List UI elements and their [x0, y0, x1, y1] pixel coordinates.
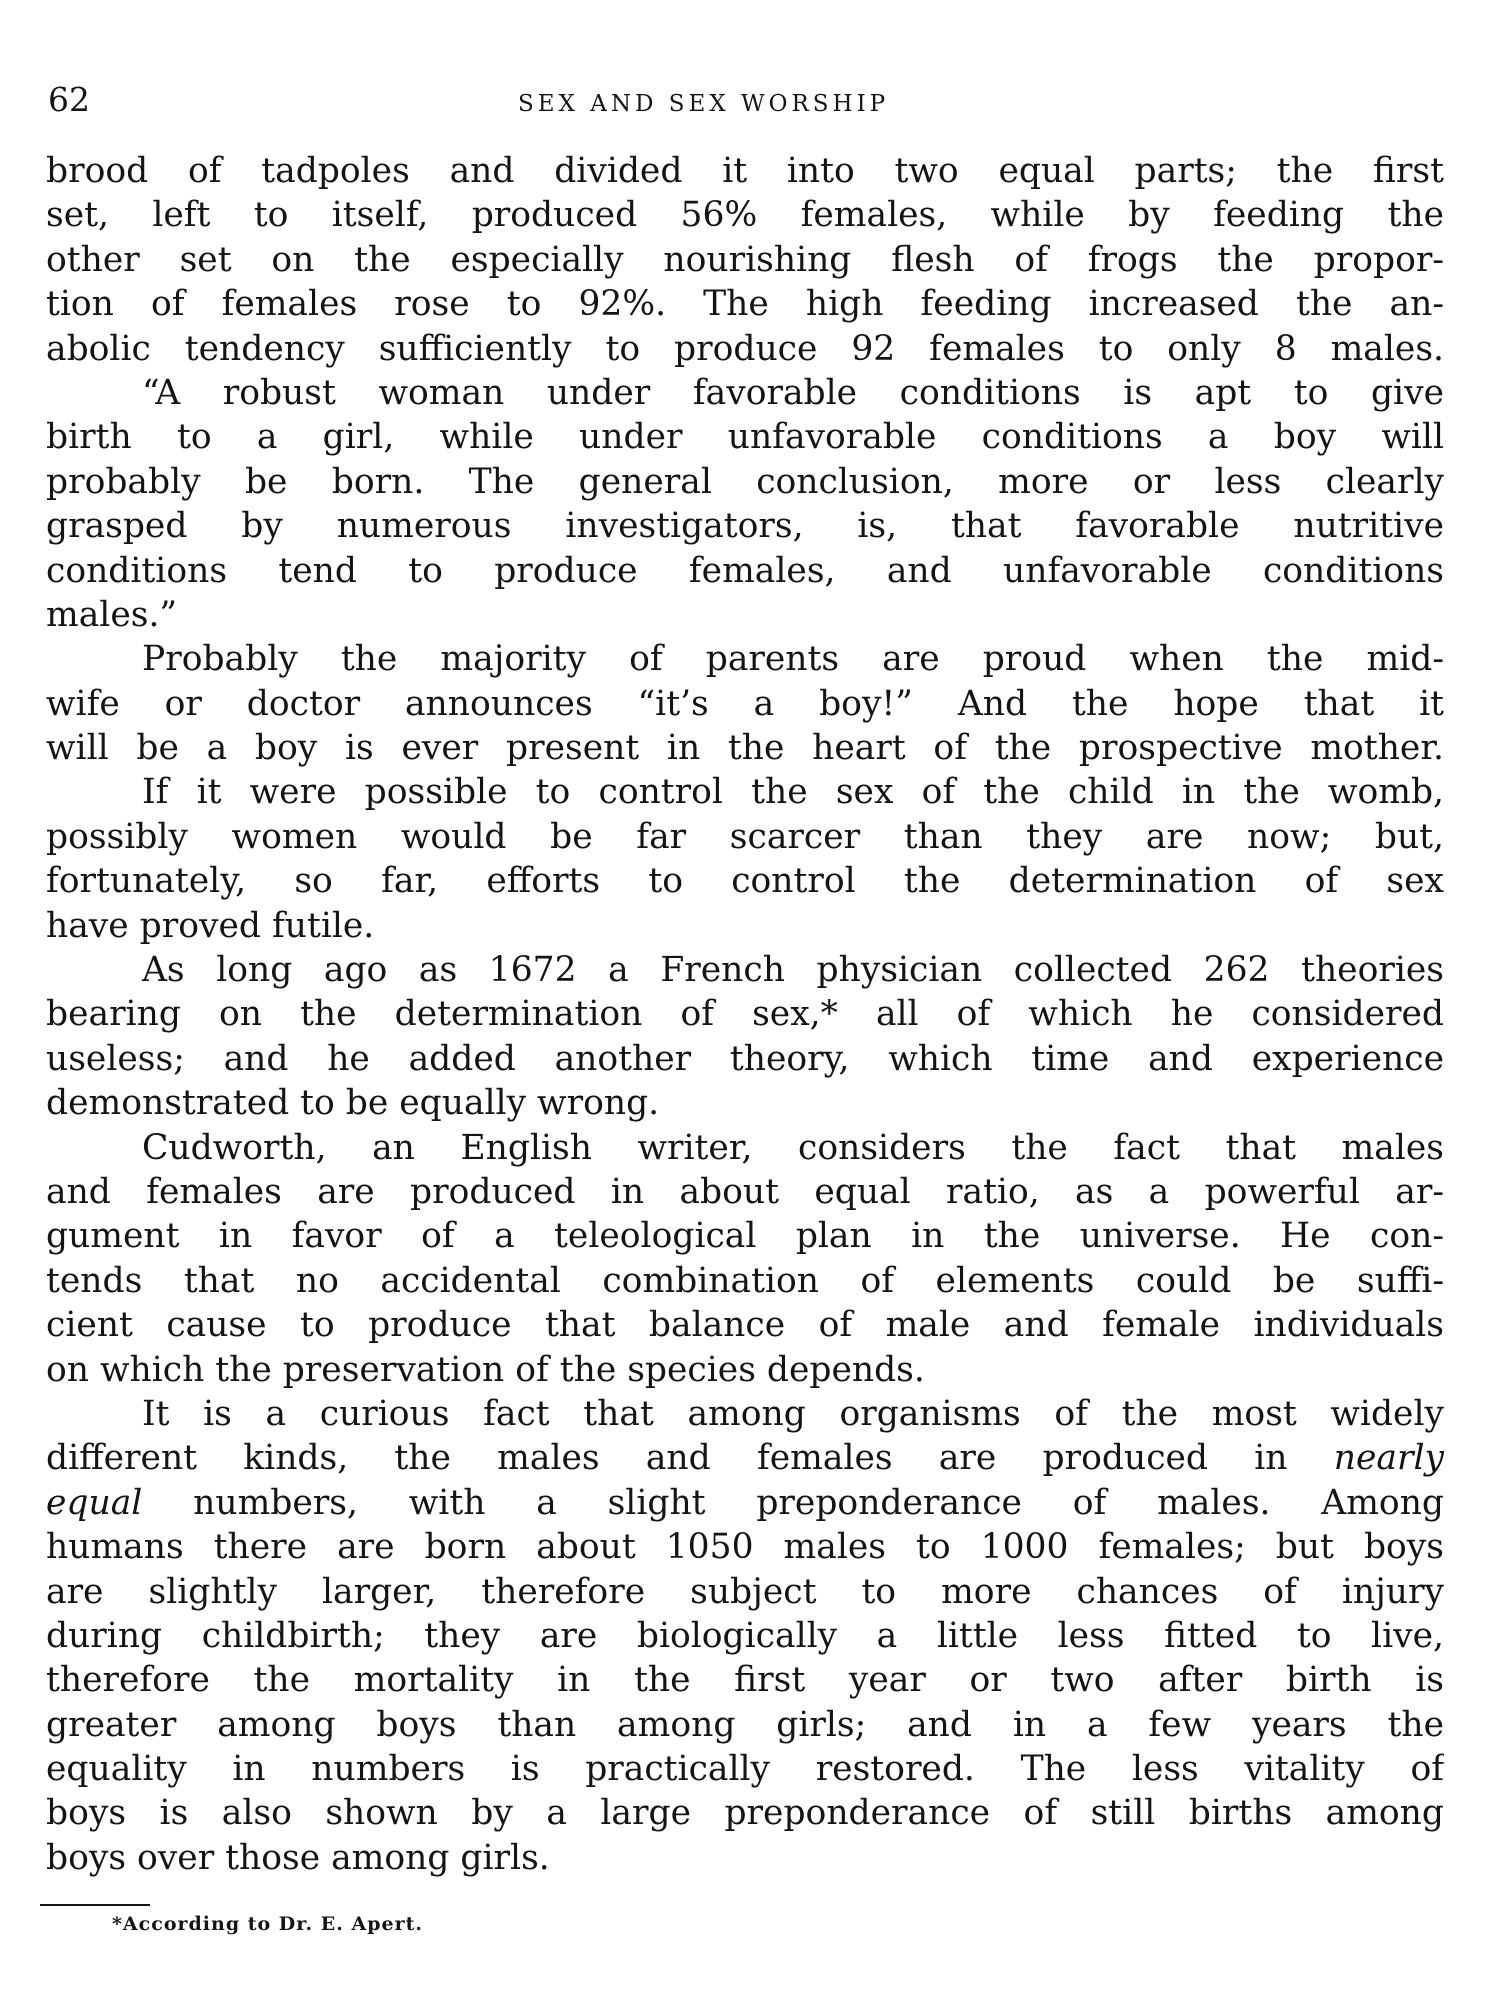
- paragraph-6: [46, 1126, 1444, 1392]
- text-line: fortunately, so far, efforts to control the determination of sex: [46, 861, 1444, 902]
- text-line: greater among boys than among girls; and in a few years the: [46, 1704, 1444, 1745]
- text-line: birth to a girl, while under unfavorable conditions a boy will: [46, 417, 1444, 458]
- text-segment: different kinds, the males and females are produced in: [46, 1438, 1288, 1479]
- paragraph-5: [46, 948, 1444, 1126]
- paragraph-1: [46, 149, 1444, 371]
- text-line: and females are produced in about equal ratio, as a powerful ar-: [46, 1171, 1444, 1212]
- body-text: [46, 149, 1444, 1880]
- text-line: bearing on the determination of sex,* all of which he considered: [46, 994, 1444, 1035]
- running-title: SEX AND SEX WORSHIP: [518, 91, 890, 117]
- page-number: 62: [48, 80, 90, 119]
- text-line: equality in numbers is practically restored. The less vitality of: [46, 1749, 1444, 1790]
- text-line: [46, 1436, 1444, 1480]
- paragraph-4: [46, 770, 1444, 948]
- text-line: cient cause to produce that balance of male and female individuals: [46, 1305, 1444, 1346]
- text-line: wife or doctor announces “it’s a boy!” And the hope that it: [46, 683, 1444, 724]
- text-line: “A robust woman under favorable conditions is apt to give: [142, 372, 1444, 413]
- text-line: during childbirth; they are biologically a little less fitted to live,: [46, 1615, 1444, 1656]
- text-line: other set on the especially nourishing flesh of frogs the propor-: [46, 239, 1444, 280]
- text-line: tends that no accidental combination of elements could be suffi-: [46, 1260, 1444, 1301]
- text-line: As long ago as 1672 a French physician collected 262 theories: [142, 950, 1444, 991]
- text-segment: numbers, with a slight preponderance of males. Among: [193, 1482, 1444, 1523]
- italic-text: nearly: [1333, 1438, 1444, 1479]
- text-line: [46, 1481, 1444, 1525]
- text-line: boys over those among girls.: [46, 1837, 550, 1878]
- text-line: have proved futile.: [46, 905, 375, 946]
- text-line: set, left to itself, produced 56% females, while by feeding the: [46, 195, 1444, 236]
- text-line: boys is also shown by a large preponderance of still births among: [46, 1793, 1444, 1834]
- text-line: tion of females rose to 92%. The high feeding increased the an-: [46, 284, 1444, 325]
- text-line: If it were possible to control the sex of the child in the womb,: [142, 772, 1444, 813]
- footnote-divider: [40, 1904, 150, 1906]
- text-line: probably be born. The general conclusion, more or less clearly: [46, 461, 1444, 502]
- text-line: possibly women would be far scarcer than they are now; but,: [46, 816, 1444, 857]
- text-line: It is a curious fact that among organisms of the most widely: [142, 1393, 1444, 1434]
- text-line: are slightly larger, therefore subject to more chances of injury: [46, 1571, 1444, 1612]
- text-line: demonstrated to be equally wrong.: [46, 1083, 660, 1124]
- text-line: brood of tadpoles and divided it into two equal parts; the first: [46, 151, 1444, 191]
- paragraph-7: [46, 1392, 1444, 1880]
- text-line: abolic tendency sufficiently to produce 92 females to only 8 males.: [46, 328, 1444, 369]
- italic-text: equal: [46, 1482, 143, 1523]
- paragraph-2: [46, 371, 1444, 637]
- text-line: will be a boy is ever present in the heart of the prospective mother.: [46, 728, 1444, 769]
- page-header: [48, 80, 1448, 126]
- text-line: grasped by numerous investigators, is, that favorable nutritive: [46, 506, 1444, 547]
- text-line: humans there are born about 1050 males to 1000 females; but boys: [46, 1527, 1444, 1568]
- text-line: males.”: [46, 594, 178, 635]
- text-line: Probably the majority of parents are proud when the mid-: [142, 639, 1444, 680]
- text-line: conditions tend to produce females, and unfavorable conditions: [46, 550, 1444, 591]
- text-line: therefore the mortality in the first year or two after birth is: [46, 1660, 1444, 1701]
- text-line: Cudworth, an English writer, considers the fact that males: [142, 1127, 1444, 1168]
- paragraph-3: [46, 637, 1444, 770]
- text-line: useless; and he added another theory, which time and experience: [46, 1038, 1444, 1079]
- text-line: on which the preservation of the species depends.: [46, 1349, 925, 1390]
- text-line: gument in favor of a teleological plan in the universe. He con-: [46, 1216, 1444, 1257]
- footnote: *According to Dr. E. Apert.: [112, 1913, 423, 1935]
